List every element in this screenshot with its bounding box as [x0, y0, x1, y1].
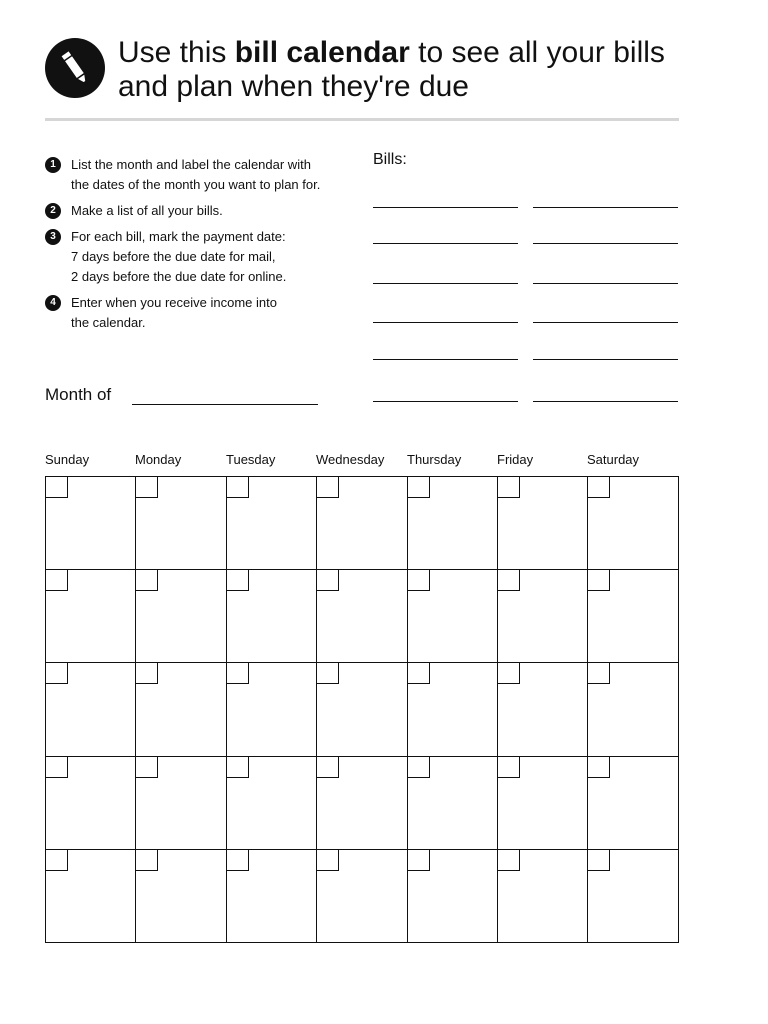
calendar-day-cell[interactable] — [136, 757, 227, 850]
date-number-box[interactable] — [46, 663, 68, 684]
instruction-step — [45, 201, 365, 221]
date-number-box[interactable] — [588, 477, 610, 498]
day-header-thursday: Thursday — [407, 452, 462, 467]
day-header-saturday: Saturday — [587, 452, 640, 467]
date-number-box[interactable] — [317, 663, 339, 684]
date-number-box[interactable] — [588, 850, 610, 871]
calendar-day-cell[interactable] — [317, 663, 408, 757]
date-number-box[interactable] — [317, 570, 339, 591]
calendar-day-cell[interactable] — [317, 850, 408, 943]
instruction-step — [45, 293, 365, 333]
date-number-box[interactable] — [46, 850, 68, 871]
bill-entry-line[interactable] — [373, 207, 518, 208]
calendar-day-cell[interactable] — [227, 477, 317, 570]
date-number-box[interactable] — [317, 477, 339, 498]
page-title — [118, 36, 718, 104]
step-text: List the month and label the calendar with — [71, 157, 311, 172]
calendar-day-cell[interactable] — [588, 570, 679, 663]
step-text: For each bill, mark the payment date: — [71, 229, 286, 244]
date-number-box[interactable] — [498, 570, 520, 591]
date-number-box[interactable] — [408, 477, 430, 498]
bill-entry-line[interactable] — [373, 243, 518, 244]
calendar-day-cell[interactable] — [498, 570, 588, 663]
calendar-day-cell[interactable] — [408, 663, 498, 757]
day-header-friday: Friday — [497, 452, 534, 467]
step-number-badge: 3 — [45, 229, 61, 245]
calendar-day-cell[interactable] — [317, 477, 408, 570]
date-number-box[interactable] — [227, 757, 249, 778]
bill-entry-line[interactable] — [373, 359, 518, 360]
calendar-day-cell[interactable] — [588, 477, 679, 570]
date-number-box[interactable] — [588, 663, 610, 684]
calendar-day-cell[interactable] — [227, 850, 317, 943]
calendar-day-cell[interactable] — [46, 663, 136, 757]
title-text-end: to see all your bills and plan when they're due — [118, 36, 665, 103]
date-number-box[interactable] — [136, 570, 158, 591]
step-text: the calendar. — [71, 315, 146, 330]
instructions-list — [45, 155, 365, 339]
date-number-box[interactable] — [227, 570, 249, 591]
calendar-day-cell[interactable] — [498, 757, 588, 850]
step-text: 7 days before the due date for mail, — [71, 249, 276, 264]
bill-entry-line[interactable] — [373, 322, 518, 323]
calendar-day-cell[interactable] — [408, 850, 498, 943]
date-number-box[interactable] — [408, 850, 430, 871]
calendar-day-cell[interactable] — [46, 850, 136, 943]
calendar-day-cell[interactable] — [317, 570, 408, 663]
calendar-day-cell[interactable] — [498, 477, 588, 570]
day-header-monday: Monday — [135, 452, 182, 467]
step-number-badge: 4 — [45, 295, 61, 311]
calendar-day-cell[interactable] — [317, 757, 408, 850]
date-number-box[interactable] — [136, 757, 158, 778]
instruction-step — [45, 155, 365, 195]
date-number-box[interactable] — [317, 757, 339, 778]
date-number-box[interactable] — [227, 850, 249, 871]
date-number-box[interactable] — [498, 477, 520, 498]
date-number-box[interactable] — [588, 757, 610, 778]
title-text-bold: bill calendar — [234, 36, 410, 69]
calendar-day-cell[interactable] — [136, 663, 227, 757]
bill-entry-line[interactable] — [533, 322, 678, 323]
step-text: Enter when you receive income into — [71, 295, 277, 310]
day-header-tuesday: Tuesday — [226, 452, 276, 467]
bill-entry-line[interactable] — [373, 401, 518, 402]
calendar-day-cell[interactable] — [498, 663, 588, 757]
calendar-day-cell[interactable] — [408, 477, 498, 570]
step-number-badge: 2 — [45, 203, 61, 219]
month-of-label: Month of — [45, 385, 112, 404]
date-number-box[interactable] — [136, 663, 158, 684]
calendar-grid — [45, 476, 679, 943]
date-number-box[interactable] — [498, 757, 520, 778]
pencil-icon — [45, 38, 105, 98]
day-header-sunday: Sunday — [45, 452, 90, 467]
calendar-day-cell[interactable] — [227, 757, 317, 850]
bill-entry-line[interactable] — [533, 359, 678, 360]
calendar-day-cell[interactable] — [227, 570, 317, 663]
bill-entry-line[interactable] — [533, 401, 678, 402]
date-number-box[interactable] — [227, 477, 249, 498]
calendar-day-cell[interactable] — [46, 477, 136, 570]
step-number-badge: 1 — [45, 157, 61, 173]
date-number-box[interactable] — [408, 757, 430, 778]
date-number-box[interactable] — [317, 850, 339, 871]
step-text: the dates of the month you want to plan for. — [71, 177, 321, 192]
calendar-day-cell[interactable] — [408, 570, 498, 663]
bill-entry-line[interactable] — [533, 243, 678, 244]
calendar-day-cell[interactable] — [498, 850, 588, 943]
date-number-box[interactable] — [46, 477, 68, 498]
bill-entry-line[interactable] — [533, 207, 678, 208]
bill-entry-line[interactable] — [533, 283, 678, 284]
calendar-day-cell[interactable] — [136, 850, 227, 943]
bills-label: Bills: — [373, 151, 407, 168]
date-number-box[interactable] — [227, 663, 249, 684]
title-text-start: Use this — [118, 36, 235, 69]
date-number-box[interactable] — [136, 850, 158, 871]
month-input-line[interactable] — [132, 404, 318, 405]
calendar-day-cell[interactable] — [408, 757, 498, 850]
date-number-box[interactable] — [408, 663, 430, 684]
calendar-day-cell[interactable] — [588, 757, 679, 850]
calendar-day-cell[interactable] — [588, 850, 679, 943]
day-header-wednesday: Wednesday — [316, 452, 385, 467]
date-number-box[interactable] — [498, 663, 520, 684]
calendar-day-cell[interactable] — [136, 477, 227, 570]
calendar-day-cell[interactable] — [136, 570, 227, 663]
calendar-day-cell[interactable] — [46, 570, 136, 663]
step-text: 2 days before the due date for online. — [71, 269, 287, 284]
date-number-box[interactable] — [46, 757, 68, 778]
calendar-day-cell[interactable] — [227, 663, 317, 757]
date-number-box[interactable] — [46, 570, 68, 591]
instruction-step — [45, 227, 365, 287]
calendar-day-cell[interactable] — [588, 663, 679, 757]
date-number-box[interactable] — [408, 570, 430, 591]
date-number-box[interactable] — [588, 570, 610, 591]
header-divider — [45, 118, 679, 121]
bill-entry-line[interactable] — [373, 283, 518, 284]
date-number-box[interactable] — [136, 477, 158, 498]
date-number-box[interactable] — [498, 850, 520, 871]
calendar-day-cell[interactable] — [46, 757, 136, 850]
step-text: Make a list of all your bills. — [71, 203, 223, 218]
